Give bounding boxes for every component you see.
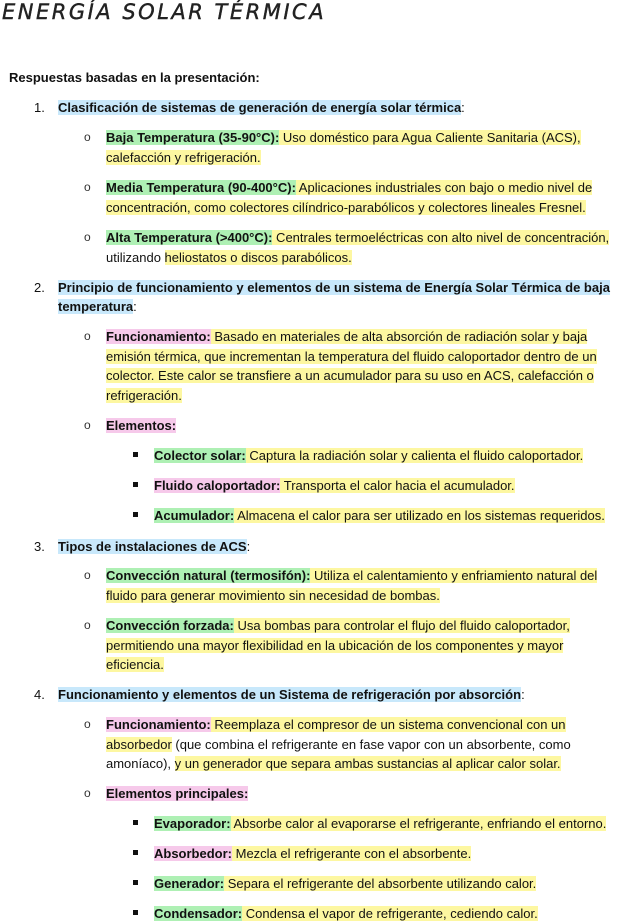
bullet-o: o <box>84 130 91 144</box>
section-2-heading-text-2: temperatura <box>58 299 134 314</box>
section-3-heading-text: Tipos de instalaciones de ACS <box>58 539 247 554</box>
natural-line-2 <box>106 587 440 604</box>
alta-label: Alta Temperatura (>400°C): <box>106 230 273 245</box>
s2-func-text-4: refrigeración. <box>106 388 182 403</box>
section-4-number: 4. <box>34 687 45 702</box>
s4-func-text-3a: amoníaco), <box>106 756 175 771</box>
generador-line <box>154 875 536 892</box>
colector-line <box>154 447 583 464</box>
s4-func-line-2 <box>106 736 571 753</box>
forzada-label: Convección forzada: <box>106 618 234 633</box>
evaporador-text: Absorbe calor al evaporarse el refrigerante, enfriando el entorno. <box>230 816 607 831</box>
colon: : <box>521 687 525 702</box>
media-line-1 <box>106 179 592 196</box>
forzada-line-2 <box>106 637 563 654</box>
square-bullet <box>133 482 138 487</box>
title-text: ENERGÍA SOLAR TÉRMICA <box>2 0 327 24</box>
section-1-heading <box>58 99 465 116</box>
natural-text-1: Utiliza el calentamiento y enfriamiento natural del <box>310 568 598 583</box>
forzada-text-2: permitiendo una mayor flexibilidad en la ubicación de los componentes y mayor <box>106 638 564 653</box>
bullet-o: o <box>84 180 91 194</box>
forzada-text-1: Usa bombas para controlar el flujo del fluido caloportador, <box>233 618 570 633</box>
condensador-text: Condensa el vapor de refrigerante, cediendo calor. <box>242 906 538 921</box>
alta-text-2b: heliostatos o discos parabólicos. <box>164 250 352 265</box>
s4-elementos-line <box>106 785 248 802</box>
evaporador-line <box>154 815 606 832</box>
s4-func-label: Funcionamiento: <box>106 717 211 732</box>
bullet-o: o <box>84 329 91 343</box>
media-text-1: Aplicaciones industriales con bajo o medio nivel de <box>295 180 593 195</box>
square-bullet <box>133 880 138 885</box>
bullet-o: o <box>84 717 91 731</box>
s2-func-line-1 <box>106 328 587 345</box>
s2-func-text-2a: emisión térmica, que <box>106 349 230 364</box>
media-line-2 <box>106 199 586 216</box>
s2-func-text-3: colector. Este calor se transfiere a un acumulador para su uso en ACS, calefacción o <box>106 368 594 383</box>
section-2-number: 2. <box>34 280 45 295</box>
bullet-o: o <box>84 568 91 582</box>
section-4-heading <box>58 686 525 703</box>
s4-func-text-1: Reemplaza el compresor de un sistema convencional con un <box>210 717 566 732</box>
baja-label: Baja Temperatura (35-90°C): <box>106 130 280 145</box>
acumulador-line <box>154 507 605 524</box>
section-2-heading-1 <box>58 279 610 296</box>
section-3-number: 3. <box>34 539 45 554</box>
natural-label: Convección natural (termosifón): <box>106 568 311 583</box>
alta-text-2a: utilizando <box>106 250 165 265</box>
condensador-label: Condensador: <box>154 906 243 921</box>
square-bullet <box>133 512 138 517</box>
media-text-2: concentración, como colectores cilíndrico-parabólicos y colectores lineales Fresnel. <box>106 200 586 215</box>
natural-text-2: fluido para generar movimiento sin necesidad de bombas. <box>106 588 440 603</box>
absorbedor-line <box>154 845 471 862</box>
section-2-heading-text-1: Principio de funcionamiento y elementos de un sistema de Energía Solar Térmica de baja <box>58 280 610 295</box>
s4-func-text-3b: y un generador que separa ambas sustancias al aplicar calor solar. <box>174 756 561 771</box>
s4-func-text-2a: absorbedor <box>106 737 172 752</box>
intro-text: Respuestas basadas en la presentación: <box>9 70 260 85</box>
absorbedor-text: Mezcla el refrigerante con el absorbente. <box>232 846 472 861</box>
fluido-label: Fluido caloportador: <box>154 478 281 493</box>
bullet-o: o <box>84 786 91 800</box>
s2-func-text-2b: incrementan la temperatura del fluido caloportador dentro de un <box>229 349 597 364</box>
condensador-line <box>154 905 538 922</box>
generador-label: Generador: <box>154 876 225 891</box>
fluido-line <box>154 477 515 494</box>
square-bullet <box>133 850 138 855</box>
section-1-number: 1. <box>34 100 45 115</box>
acumulador-text: Almacena el calor para ser utilizado en los sistemas requeridos. <box>234 508 605 523</box>
colon: : <box>246 539 251 554</box>
s2-elementos-label: Elementos: <box>106 418 177 433</box>
baja-line-2 <box>106 149 261 166</box>
fluido-text: Transporta el calor hacia el acumulador. <box>280 478 515 493</box>
alta-line-2 <box>106 249 352 266</box>
bullet-o: o <box>84 230 91 244</box>
s2-func-line-4 <box>106 387 182 404</box>
square-bullet <box>133 910 138 915</box>
media-label: Media Temperatura (90-400°C): <box>106 180 296 195</box>
natural-line-1 <box>106 567 597 584</box>
baja-line-1 <box>106 129 581 146</box>
s4-func-text-2b: (que combina el refrigerante en fase vapor con un absorbente, como <box>171 737 571 752</box>
forzada-text-3: eficiencia. <box>106 657 164 672</box>
s4-func-line-1 <box>106 716 566 733</box>
s2-func-line-3 <box>106 367 594 384</box>
bullet-o: o <box>84 618 91 632</box>
generador-text: Separa el refrigerante del absorbente utilizando calor. <box>224 876 537 891</box>
alta-text-1: Centrales termoeléctricas con alto nivel de concentración, <box>272 230 610 245</box>
alta-line-1 <box>106 229 609 246</box>
s2-elementos-line <box>106 417 176 434</box>
colector-text: Captura la radiación solar y calienta el fluido caloportador. <box>245 448 584 463</box>
acumulador-label: Acumulador: <box>154 508 235 523</box>
s2-func-line-2 <box>106 348 597 365</box>
s4-func-line-3 <box>106 755 561 772</box>
square-bullet <box>133 820 138 825</box>
colon: : <box>461 100 465 115</box>
section-1-heading-text: Clasificación de sistemas de generación de energía solar térmica <box>58 100 462 115</box>
s2-func-label: Funcionamiento: <box>106 329 211 344</box>
colector-label: Colector solar: <box>154 448 246 463</box>
evaporador-label: Evaporador: <box>154 816 231 831</box>
baja-text-1: Uso doméstico para Agua Caliente Sanitaria (ACS), <box>279 130 581 145</box>
baja-text-2: calefacción y refrigeración. <box>106 150 261 165</box>
absorbedor-label: Absorbedor: <box>154 846 232 861</box>
section-4-heading-text: Funcionamiento y elementos de un Sistema de refrigeración por absorción <box>58 687 522 702</box>
s4-elementos-label: Elementos principales: <box>106 786 249 801</box>
section-2-heading-2 <box>58 298 137 315</box>
forzada-line-3 <box>106 656 164 673</box>
colon: : <box>133 299 137 314</box>
s2-func-text-1: Basado en materiales de alta absorción de radiación solar y baja <box>210 329 588 344</box>
handwritten-title <box>0 0 340 24</box>
section-3-heading <box>58 538 250 555</box>
square-bullet <box>133 452 138 457</box>
forzada-line-1 <box>106 617 570 634</box>
bullet-o: o <box>84 418 91 432</box>
